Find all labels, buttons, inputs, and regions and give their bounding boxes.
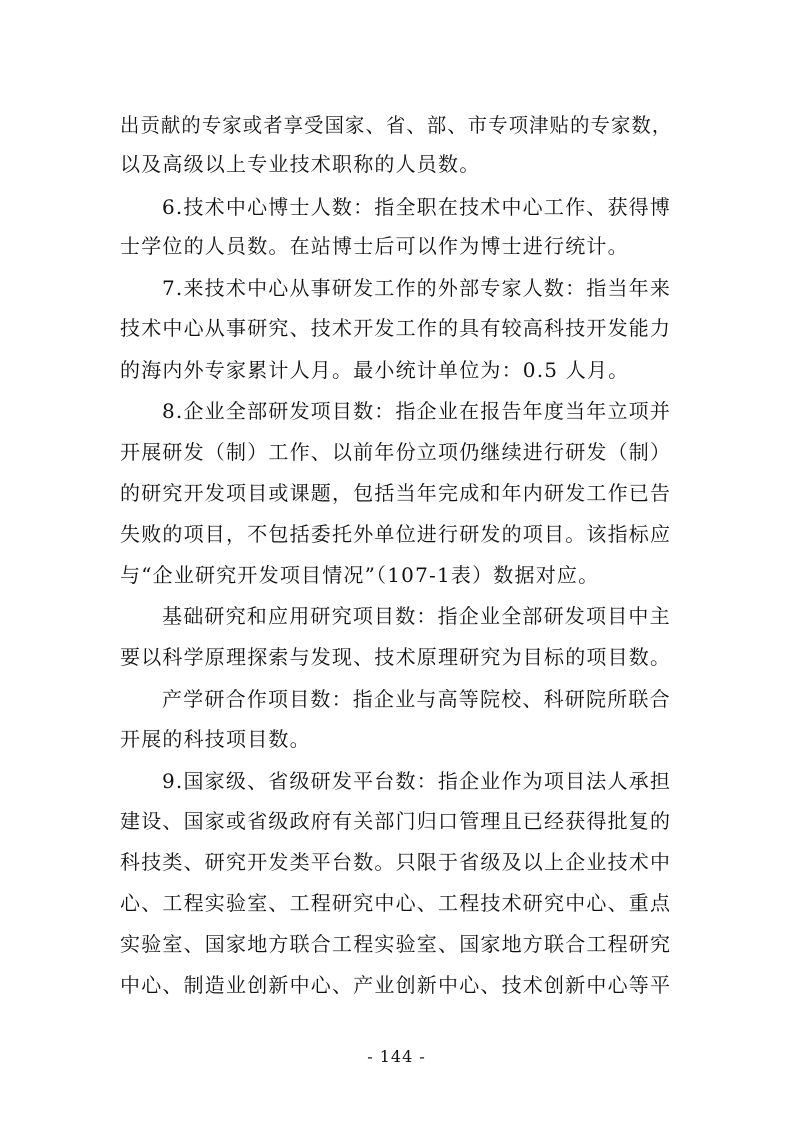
text-line: 实验室、国家地方联合工程实验室、国家地方联合工程研究 xyxy=(120,932,672,956)
text-line: 士学位的人员数。在站博士后可以作为博士进行统计。 xyxy=(120,234,629,258)
text-line: 要以科学原理探索与发现、技术原理研究为目标的项目数。 xyxy=(120,645,672,669)
page-number: - 144 - xyxy=(367,1047,426,1066)
text-line: 科技类、研究开发类平台数。只限于省级及以上企业技术中 xyxy=(120,850,672,874)
text-line: 开展的科技项目数。 xyxy=(120,727,311,751)
text-line: 与“企业研究开发项目情况”（107-1表）数据对应。 xyxy=(120,563,600,587)
text-line: 基础研究和应用研究项目数：指企业全部研发项目中主 xyxy=(162,604,671,628)
text-line: 7.来技术中心从事研发工作的外部专家人数：指当年来 xyxy=(162,276,672,300)
text-line: 的研究开发项目或课题，包括当年完成和年内研发工作已告 xyxy=(120,481,672,505)
text-line: 6.技术中心博士人数：指全职在技术中心工作、获得博 xyxy=(162,195,672,219)
text-line: 失败的项目，不包括委托外单位进行研发的项目。该指标应 xyxy=(120,522,672,546)
text-line: 建设、国家或省级政府有关部门归口管理且已经获得批复的 xyxy=(120,809,672,833)
text-line: 产学研合作项目数：指企业与高等院校、科研院所联合 xyxy=(162,687,671,711)
text-line: 中心、制造业创新中心、产业创新中心、技术创新中心等平 xyxy=(120,973,672,997)
text-line: 技术中心从事研究、技术开发工作的具有较高科技开发能力 xyxy=(120,316,672,340)
text-line: 以及高级以上专业技术职称的人员数。 xyxy=(120,152,481,176)
text-line: 开展研发（制）工作、以前年份立项仍继续进行研发（制） xyxy=(120,440,672,464)
text-line: 心、工程实验室、工程研究中心、工程技术研究中心、重点 xyxy=(120,891,672,915)
text-line: 9.国家级、省级研发平台数：指企业作为项目法人承担 xyxy=(162,769,672,793)
text-line: 出贡献的专家或者享受国家、省、部、市专项津贴的专家数， xyxy=(120,113,673,137)
text-line: 的海内外专家累计人月。最小统计单位为：0.5 人月。 xyxy=(120,358,630,382)
text-line: 8.企业全部研发项目数：指企业在报告年度当年立项并 xyxy=(162,399,672,423)
